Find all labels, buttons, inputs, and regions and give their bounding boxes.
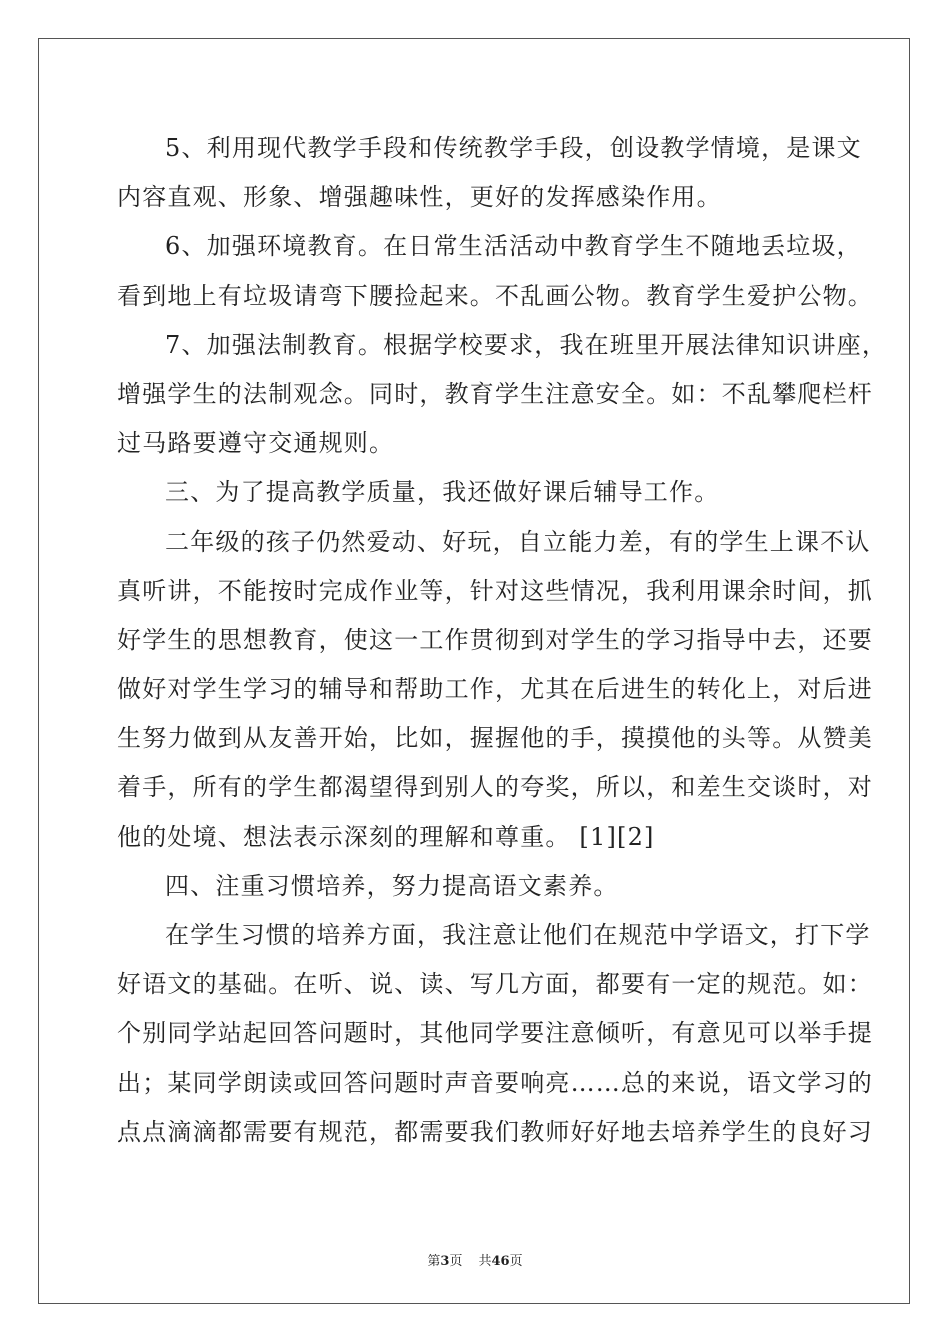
total-suffix: 页 (509, 1254, 523, 1269)
text-line: 看到地上有垃圾请弯下腰捡起来。不乱画公物。教育学生爱护公物。 (117, 281, 873, 310)
page-prefix: 第 (427, 1254, 441, 1269)
text-line: 6、加强环境教育。在日常生活活动中教育学生不随地丢垃圾， (165, 232, 862, 261)
text-line: 增强学生的法制观念。同时，教育学生注意安全。如：不乱攀爬栏杆 (117, 379, 873, 408)
page-footer (0, 1250, 950, 1269)
text-line: 真听讲，不能按时完成作业等，针对这些情况，我利用课余时间，抓 (117, 576, 873, 605)
text-line: 好语文的基础。在听、说、读、写几方面，都要有一定的规范。如： (117, 970, 873, 999)
text-line: 点点滴滴都需要有规范，都需要我们教师好好地去培养学生的良好习 (117, 1117, 873, 1146)
text-line: 在学生习惯的培养方面，我注意让他们在规范中学语文，打下学 (165, 921, 871, 949)
page-number: 3 (440, 1254, 450, 1269)
text-line: 二年级的孩子仍然爱动、好玩，自立能力差，有的学生上课不认 (165, 527, 871, 556)
text-line: 5、利用现代教学手段和传统教学手段，创设教学情境，是课文 (165, 134, 862, 162)
total-prefix: 共 (478, 1254, 492, 1269)
text-line: 好学生的思想教育，使这一工作贯彻到对学生的学习指导中去，还要 (117, 625, 873, 654)
document-body (117, 124, 888, 1157)
text-line: 生努力做到从友善开始，比如，握握他的手，摸摸他的头等。从赞美 (117, 724, 873, 753)
text-line: 内容直观、形象、增强趣味性，更好的发挥感染作用。 (117, 183, 722, 212)
text-line: 个别同学站起回答问题时，其他同学要注意倾听，有意见可以举手提 (117, 1019, 873, 1048)
text-line: 着手，所有的学生都渴望得到别人的夸奖，所以，和差生交谈时，对 (117, 773, 873, 802)
text-line: 他的处境、想法表示深刻的理解和尊重。 [1][2] (117, 822, 655, 851)
text-line: 7、加强法制教育。根据学校要求，我在班里开展法律知识讲座， (165, 330, 888, 359)
text-line: 做好对学生学习的辅导和帮助工作，尤其在后进生的转化上，对后进 (117, 675, 873, 704)
section-heading: 四、注重习惯培养，努力提高语文素养。 (165, 871, 619, 900)
text-line: 过马路要遵守交通规则。 (117, 429, 395, 458)
text-line: 出；某同学朗读或回答问题时声音要响亮……总的来说，语文学习的 (117, 1068, 873, 1097)
total-pages: 46 (491, 1254, 510, 1269)
page-suffix: 页 (449, 1254, 463, 1269)
section-heading: 三、为了提高教学质量，我还做好课后辅导工作。 (165, 478, 720, 507)
